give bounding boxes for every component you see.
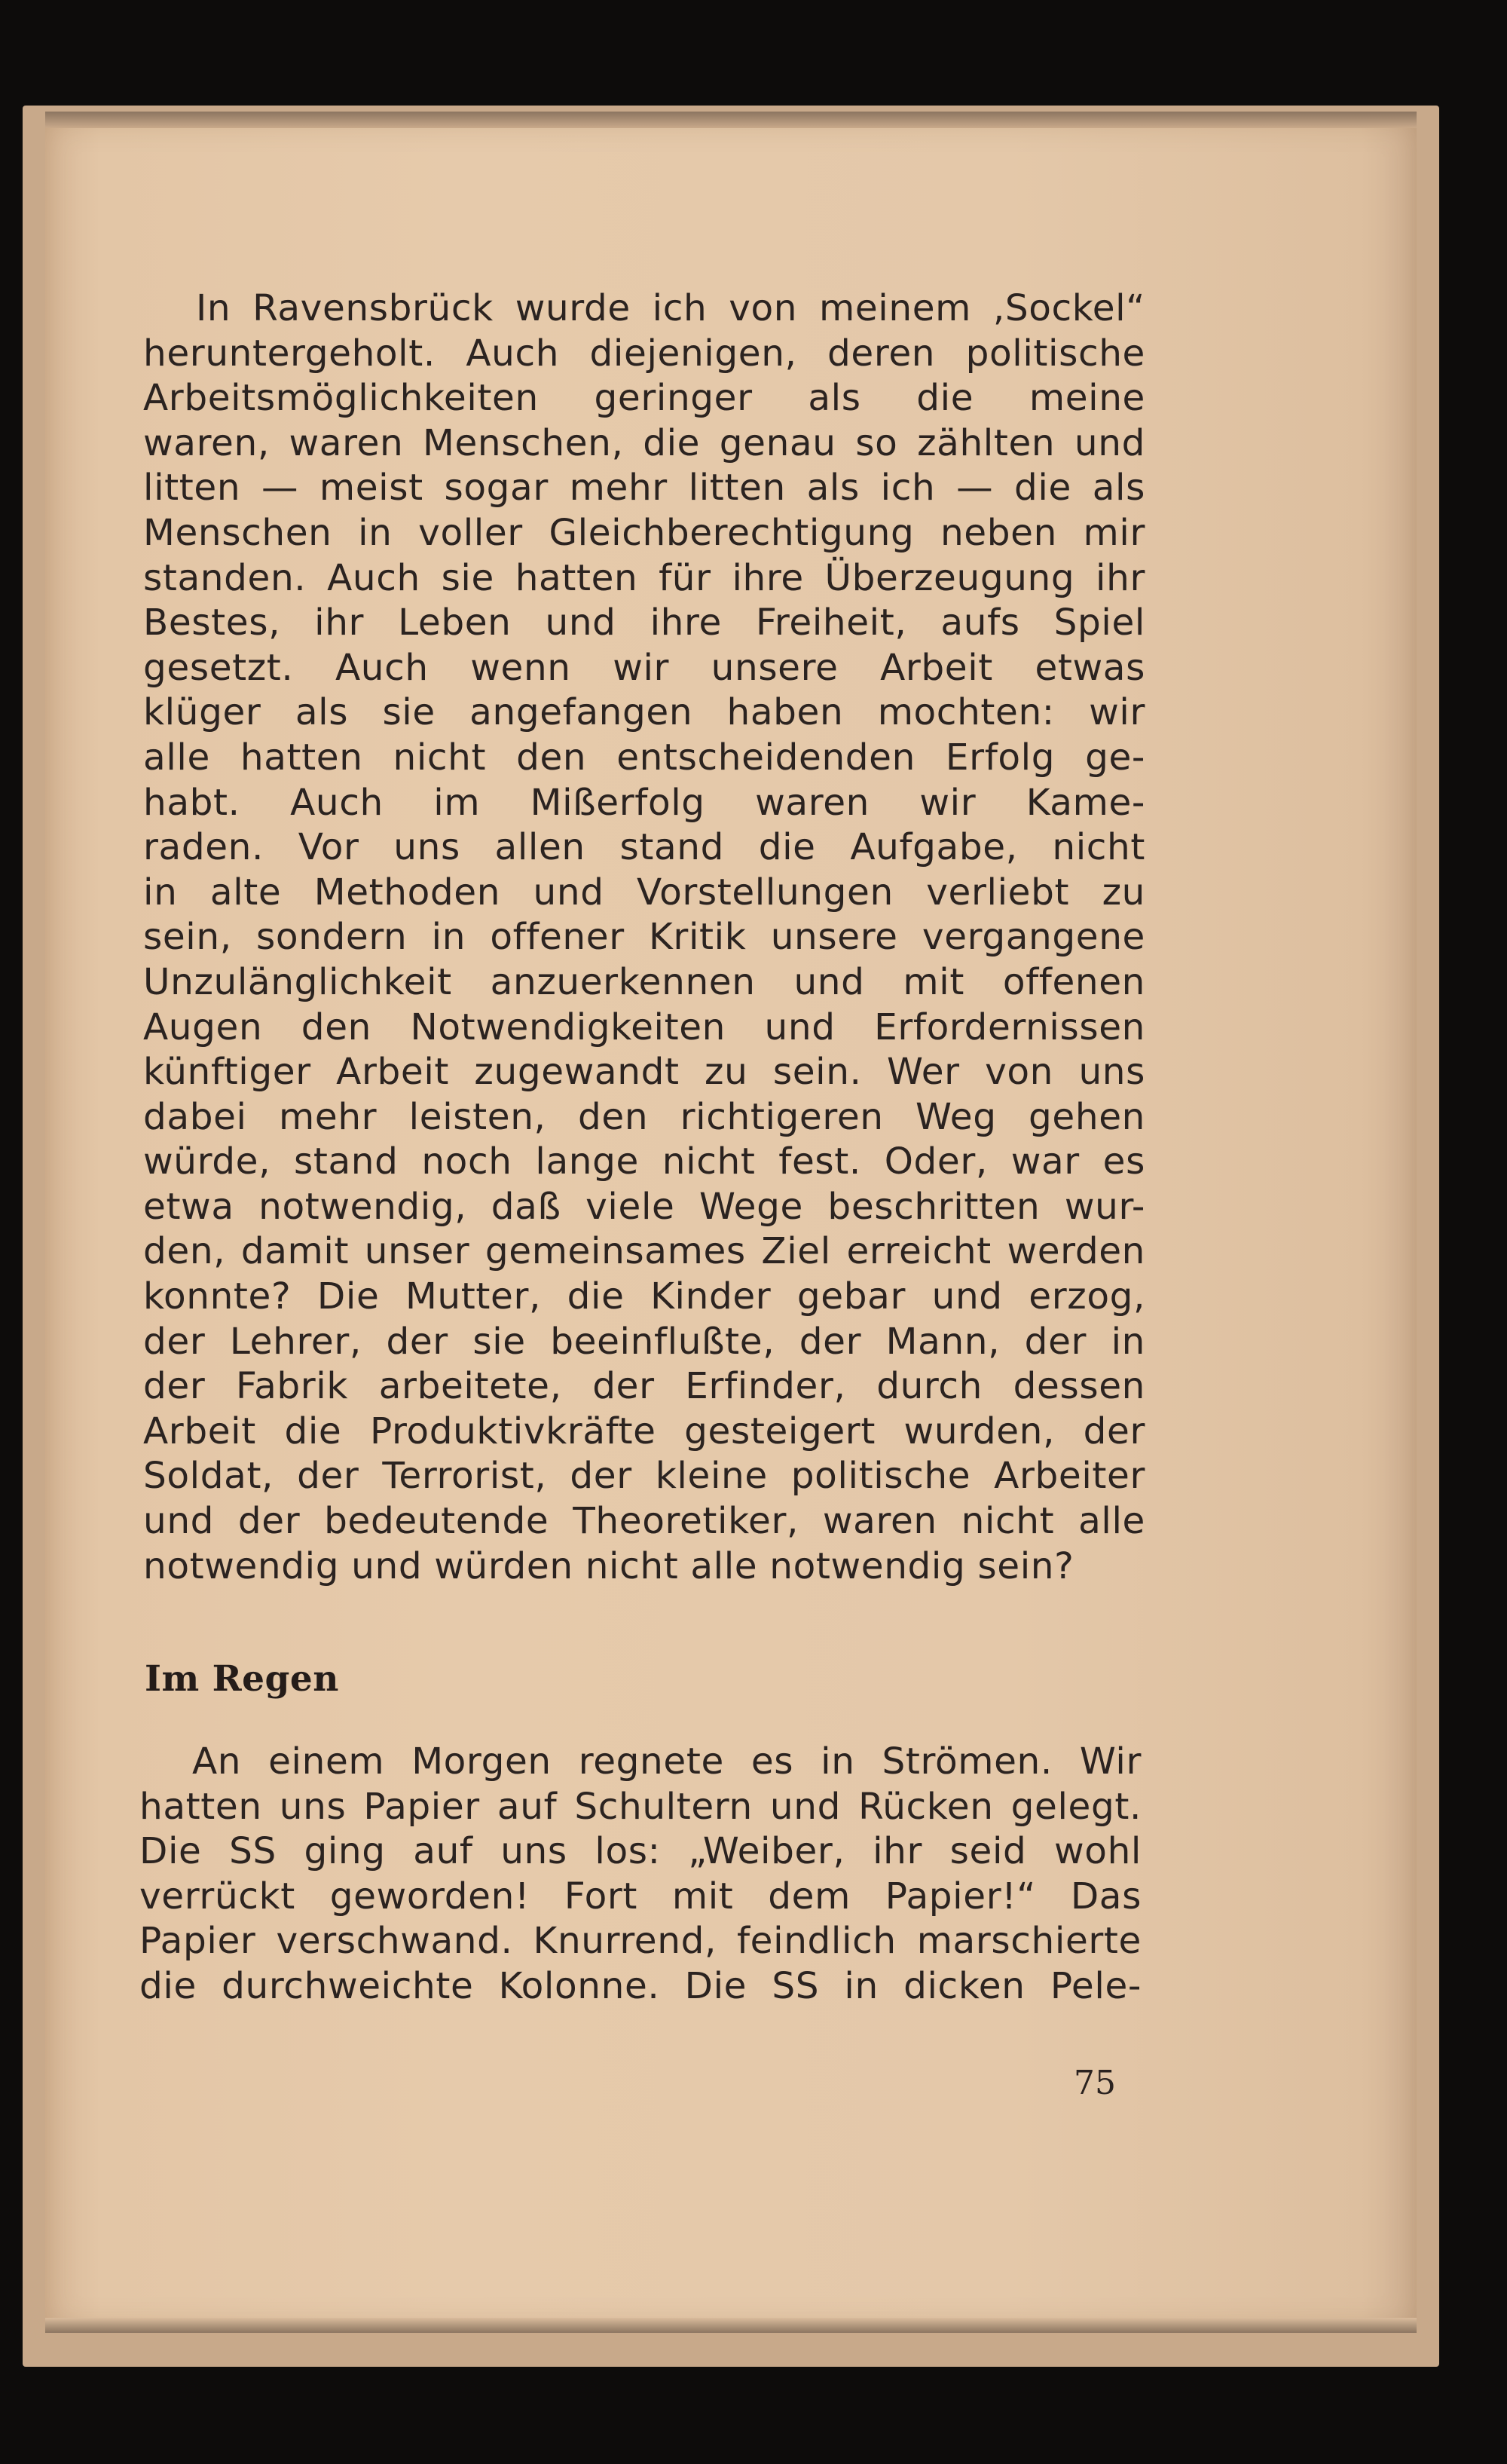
text-line: raden. Vor uns allen stand die Aufgabe, nicht [143,826,1145,869]
text-line: Arbeitsmöglichkeiten geringer als die meine [143,377,1145,420]
text-line: künftiger Arbeit zugewandt zu sein. Wer von uns [143,1051,1145,1094]
paragraph-im-regen [139,1740,1142,2009]
text-line: An einem Morgen regnete es in Strömen. Wir [192,1740,1142,1783]
text-line: waren, waren Menschen, die genau so zählten und [143,421,1145,464]
text-line: würde, stand noch lange nicht fest. Oder, war es [143,1140,1145,1183]
text-line: Arbeit die Produktivkräfte gesteigert wurden, der [143,1410,1145,1452]
text-line: notwendig und würden nicht alle notwendig sein? [143,1544,1074,1587]
paragraph-ravensbrueck [143,286,1145,1589]
text-line: Bestes, ihr Leben und ihre Freiheit, aufs Spiel [143,601,1145,644]
page-bottom-edge [45,2318,1417,2333]
page-number: 75 [1074,2064,1116,2102]
text-line: sein, sondern in offener Kritik unsere vergangene [143,916,1145,959]
text-line: Die SS ging auf uns los: „Weiber, ihr seid wohl [139,1830,1142,1873]
text-line: Augen den Notwendigkeiten und Erfordernissen [143,1005,1145,1048]
text-line: Menschen in voller Gleichberechtigung neben mir [143,511,1145,554]
text-line: und der bedeutende Theoretiker, waren nicht alle [143,1500,1145,1543]
text-line: der Lehrer, der sie beeinflußte, der Mann, der in [143,1320,1145,1363]
text-line: heruntergeholt. Auch diejenigen, deren politische [143,332,1145,375]
text-line: Soldat, der Terrorist, der kleine politische Arbeiter [143,1455,1145,1498]
page-top-edge [45,112,1417,128]
text-line: in alte Methoden und Vorstellungen verliebt zu [143,871,1145,914]
text-line: etwa notwendig, daß viele Wege beschritten wur- [143,1185,1145,1228]
text-line: Unzulänglichkeit anzuerkennen und mit offenen [143,960,1145,1003]
section-heading: Im Regen [145,1658,339,1700]
text-line: gesetzt. Auch wenn wir unsere Arbeit etwas [143,646,1145,689]
text-line: der Fabrik arbeitete, der Erfinder, durch dessen [143,1365,1145,1408]
text-line: die durchweichte Kolonne. Die SS in dicken Pele- [139,1964,1142,2007]
text-line: dabei mehr leisten, den richtigeren Weg gehen [143,1095,1145,1138]
text-line: hatten uns Papier auf Schultern und Rücken gelegt. [139,1785,1142,1828]
text-line: klüger als sie angefangen haben mochten: wir [143,691,1145,734]
text-line: habt. Auch im Mißerfolg waren wir Kame- [143,781,1145,824]
text-line: litten — meist sogar mehr litten als ich — die als [143,467,1145,510]
text-line: verrückt geworden! Fort mit dem Papier!“ Das [139,1875,1142,1918]
text-line: standen. Auch sie hatten für ihre Überzeugung ihr [143,556,1145,599]
text-line: den, damit unser gemeinsames Ziel erreicht werden [143,1230,1145,1273]
text-line: Papier verschwand. Knurrend, feindlich marschierte [139,1920,1142,1963]
text-line: alle hatten nicht den entscheidenden Erfolg ge- [143,736,1145,779]
text-line: konnte? Die Mutter, die Kinder gebar und erzog, [143,1275,1145,1318]
text-line: In Ravensbrück wurde ich von meinem ,Sockel“ [196,287,1145,329]
